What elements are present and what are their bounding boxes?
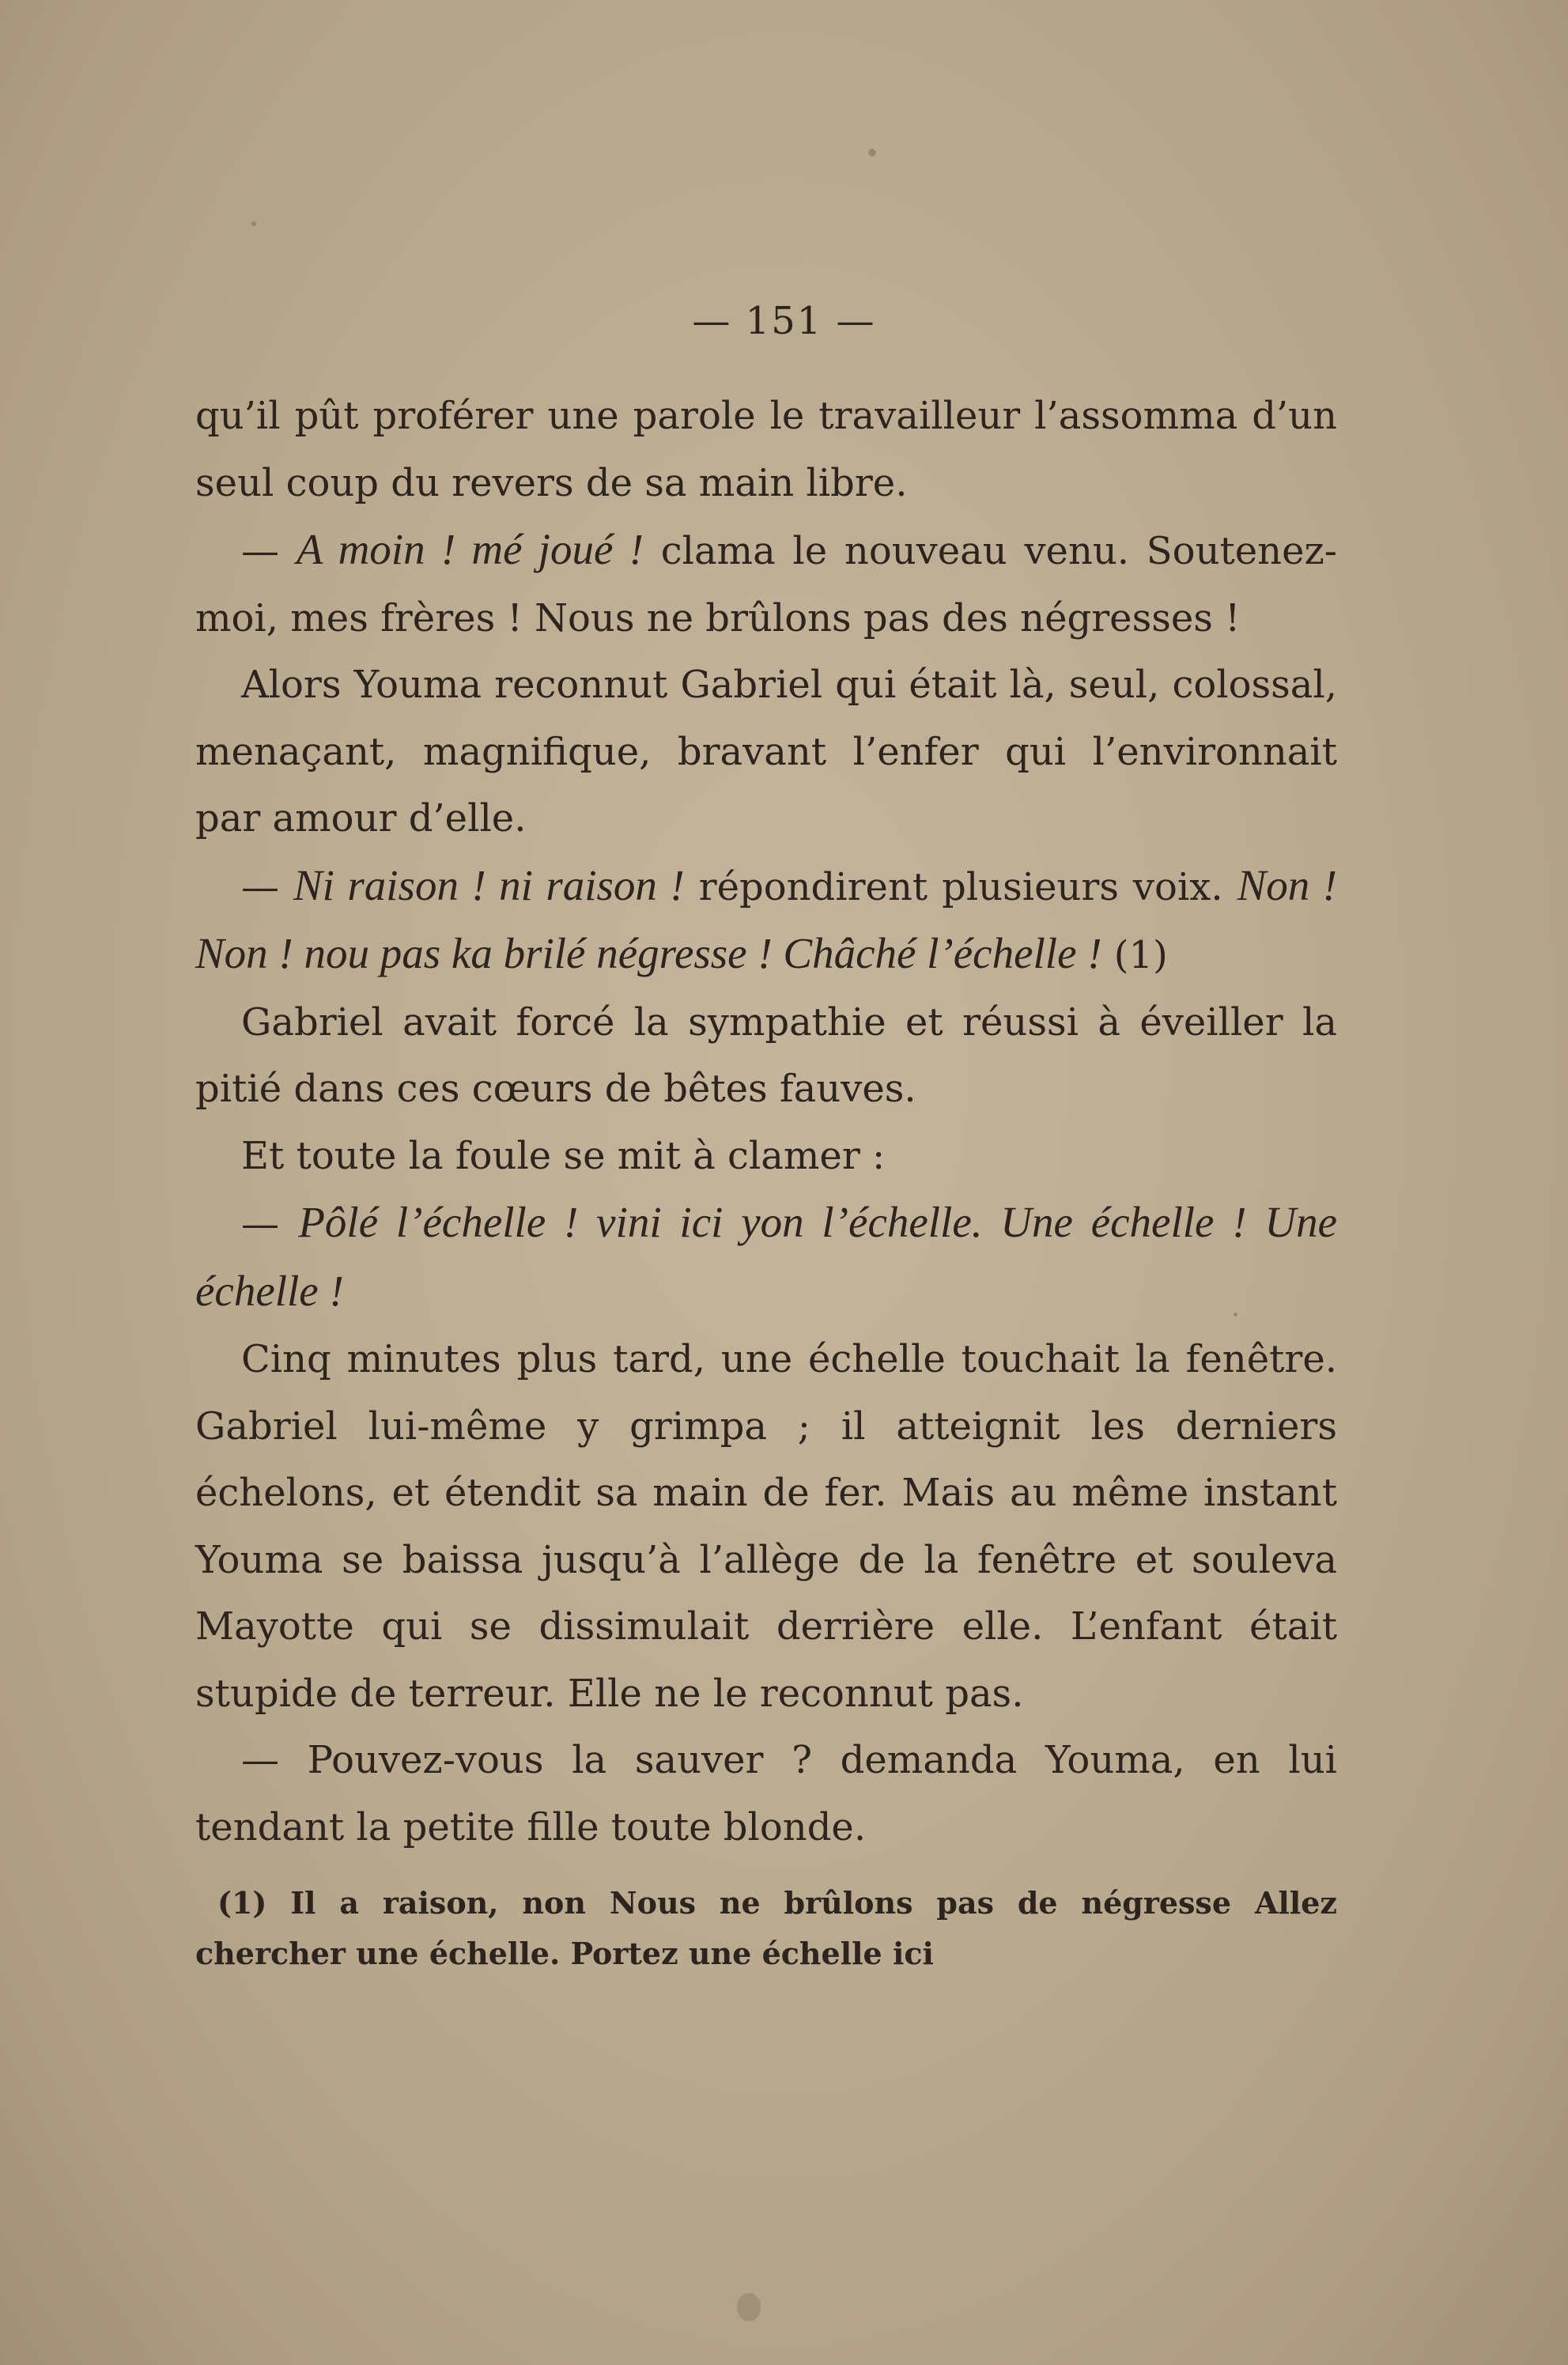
paper-speck (868, 149, 876, 157)
text-segment: — (241, 529, 297, 573)
paragraph (195, 516, 1337, 652)
paragraph (195, 989, 1337, 1123)
paragraph (195, 1189, 1337, 1326)
footnote-text: (1) Il a raison, non Nous ne brûlons pas de négresse Allez chercher une échelle. Portez une échelle ici (195, 1885, 1337, 1971)
footnote (195, 1878, 1337, 1979)
italic-creole-text: Pôlé l’échelle ! vini ici yon l’échelle. Une échelle ! Une échelle ! (195, 1198, 1338, 1315)
text-segment: — (241, 1202, 299, 1246)
text-segment: Cinq minutes plus tard, une échelle touchait la fenêtre. Gabriel lui-même y grimpa ; il atteignit les derniers échelons, et étendit sa main de fer. Mais au même instant Youma se baissa jusqu’à l’allège de la fenêtre et souleva Mayotte qui se dissimulait derrière elle. L’enfant était stupide de terreur. Elle ne le reconnut pas. (195, 1337, 1337, 1716)
page-number: — 151 — (692, 299, 876, 343)
text-segment: Alors Youma reconnut Gabriel qui était là, seul, colossal, menaçant, magnifique, bravant l’enfer qui l’environnait par amour d’elle. (195, 663, 1337, 841)
text-segment: (1) (1101, 933, 1168, 977)
paragraph (195, 1123, 1337, 1190)
paragraph (195, 383, 1337, 516)
main-text (195, 383, 1337, 1861)
paragraph (195, 1326, 1337, 1727)
text-segment: — (241, 864, 293, 909)
text-segment: clama le nouveau venu. Soutenez-moi, mes frères ! Nous ne brûlons pas des négresses ! (195, 529, 1338, 640)
paper-speck (737, 2293, 761, 2322)
text-segment: qu’il pût proférer une parole le travailleur l’assomma d’un seul coup du revers de sa main libre. (195, 394, 1337, 505)
italic-creole-text: A moin ! mé joué ! (296, 525, 644, 573)
text-segment: Gabriel avait forcé la sympathie et réussi à éveiller la pitié dans ces cœurs de bêtes fauves. (195, 999, 1337, 1111)
italic-creole-text: Ni raison ! ni raison ! (293, 860, 685, 909)
italic-creole-text: Non ! Non ! nou pas ka brilé négresse ! Châché l’échelle ! (195, 860, 1337, 977)
paper-speck (251, 221, 256, 226)
paragraph (195, 652, 1337, 852)
paragraph (195, 852, 1337, 989)
text-segment: — Pouvez-vous la sauver ? demanda Youma, en lui tendant la petite fille toute blonde. (195, 1738, 1337, 1849)
paragraph (195, 1727, 1337, 1861)
text-segment: Et toute la foule se mit à clamer : (241, 1133, 886, 1178)
text-segment: répondirent plusieurs voix. (684, 864, 1237, 909)
